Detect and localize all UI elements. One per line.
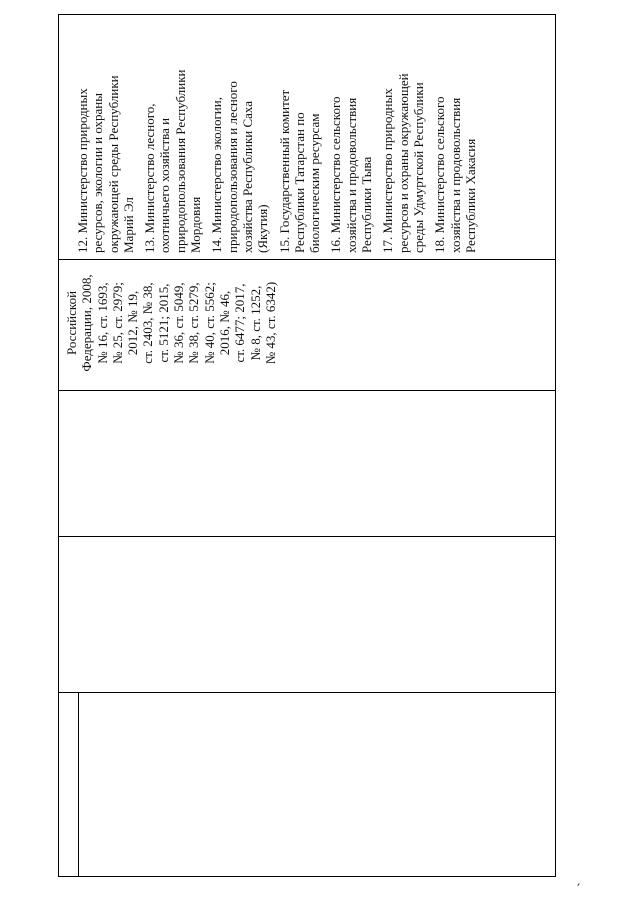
citation-line: № 16, ст. 1693, — [94, 282, 110, 364]
authority-line: Республики Тыва — [359, 156, 375, 253]
authority-line: Марий Эл — [120, 197, 136, 253]
citation-line: № 38, ст. 5279, — [186, 282, 202, 364]
citation-line: 2016, № 46, — [216, 290, 232, 356]
citation-line: Российской — [64, 290, 79, 356]
authority-entry — [380, 13, 426, 253]
row-divider-left-strip — [78, 692, 79, 877]
authority-line: природопользования и лесного — [224, 81, 240, 253]
citation-line: № 8, ст. 1252, — [247, 285, 263, 361]
citation-line: № 25, ст. 2979; — [109, 282, 125, 364]
authority-line: 15. Государственный комитет — [276, 89, 292, 253]
authority-line: (Якутия) — [255, 204, 271, 253]
scan-speck — [577, 883, 579, 886]
authority-line: Республики Татарстан по — [291, 112, 307, 253]
authority-line: 14. Министерство экологии, — [209, 97, 225, 253]
citation-line: № 40, ст. 5562; — [201, 282, 217, 364]
column-divider-1 — [58, 259, 555, 260]
authority-line: Мордовия — [188, 196, 204, 253]
authority-line: охотничьего хозяйства и — [157, 117, 173, 253]
column-divider-2 — [58, 390, 555, 391]
authority-line: 17. Министерство природных — [380, 88, 396, 253]
authority-line: ресурсов, экологии и охраны — [90, 93, 106, 253]
authority-entry — [209, 13, 270, 253]
citation-line: 2012, № 19, — [125, 290, 141, 356]
table-border-left — [58, 14, 59, 877]
authority-line: 18. Министерство сельского — [432, 96, 448, 253]
authority-entry — [75, 13, 136, 253]
citation-line: ст. 5121; 2015, — [155, 283, 171, 363]
citation-line: № 43, ст. 6342) — [262, 281, 278, 365]
source-citation-cell — [64, 262, 278, 384]
authority-line: среды Удмуртской Республики — [410, 82, 426, 253]
authorities-cell — [75, 13, 484, 253]
authority-line: Республики Хакасия — [462, 138, 478, 253]
table-border-right — [555, 14, 556, 877]
table-border-bottom — [58, 876, 555, 877]
column-divider-3 — [58, 536, 555, 537]
authority-line: 16. Министерство сельского — [328, 96, 344, 253]
authority-line: природопользования Республики — [172, 69, 188, 253]
authority-entry — [328, 13, 374, 253]
authority-line: хозяйства и продовольствия — [447, 97, 463, 253]
citation-line: ст. 2403, № 38, — [140, 282, 156, 364]
citation-line: № 36, ст. 5049, — [171, 282, 187, 364]
authority-line: 12. Министерство природных — [75, 88, 90, 253]
column-divider-4 — [58, 692, 555, 693]
authority-line: окружающей среды Республики — [105, 75, 121, 253]
authority-entry — [277, 13, 323, 253]
authority-line: 13. Министерство лесного, — [142, 103, 158, 253]
authority-line: хозяйства Республики Саха — [239, 100, 255, 253]
authority-line: хозяйства и продовольствия — [343, 97, 359, 253]
authority-entry — [142, 13, 203, 253]
authority-entry — [432, 13, 478, 253]
authority-line: биологическим ресурсам — [307, 113, 323, 253]
citation-line: ст. 6477; 2017, — [232, 283, 248, 363]
citation-line: Федерации, 2008, — [79, 274, 95, 372]
authority-line: ресурсов и охраны окружающей — [395, 73, 411, 253]
